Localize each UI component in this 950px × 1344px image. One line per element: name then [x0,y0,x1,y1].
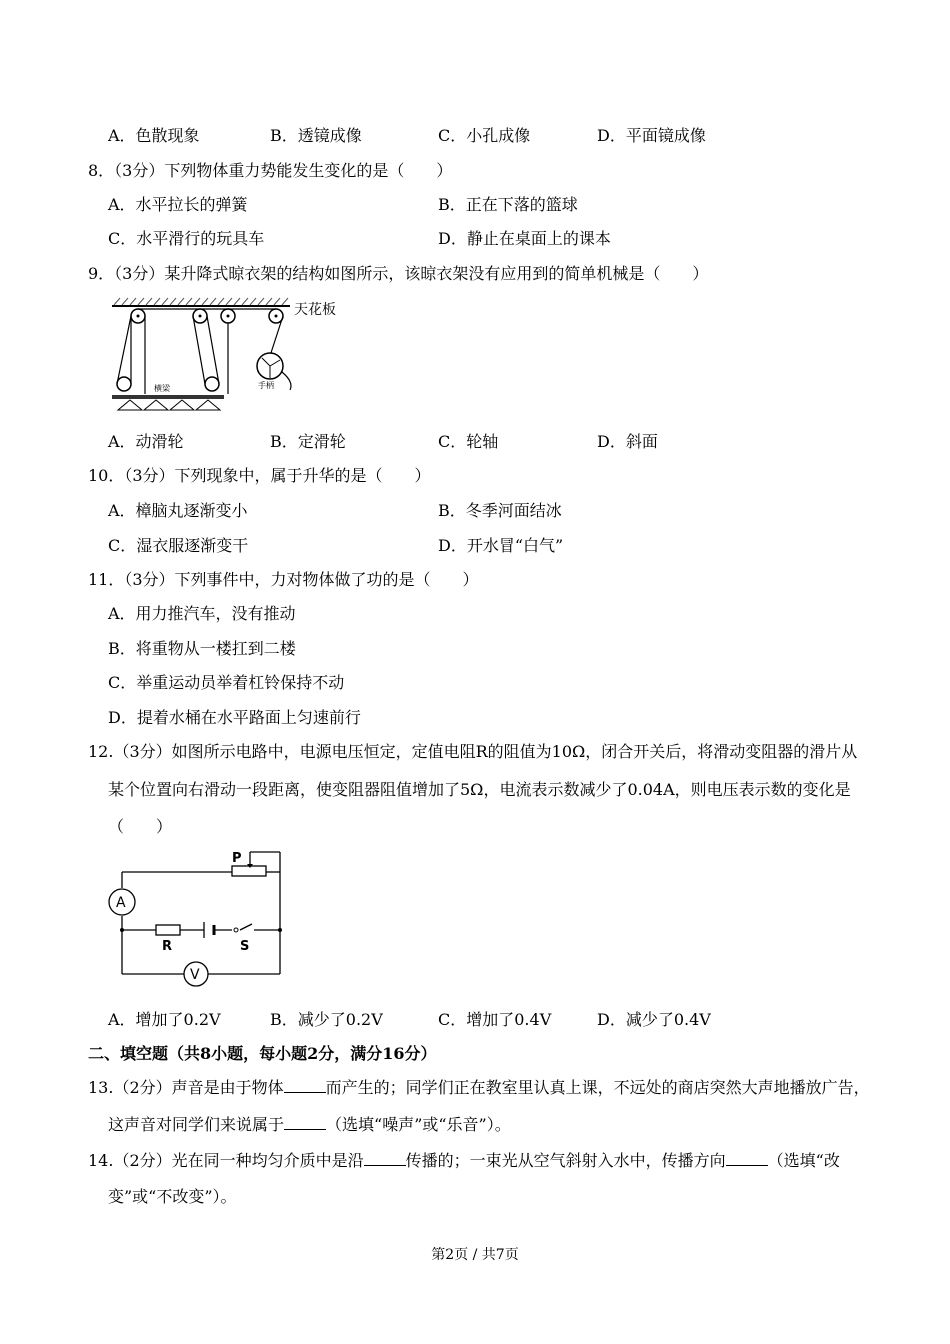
q12-option-a: A．增加了0.2V [108,1010,221,1029]
q14-line2: 变”或“不改变”）。 [108,1187,237,1206]
answer-blank[interactable] [364,1151,406,1166]
q13-line1 [88,1078,870,1098]
q9-stem: 9．（3分）某升降式晾衣架的结构如图所示，该晾衣架没有应用到的简单机械是（ ） [88,264,709,283]
q14-line1a: 14.（2分）光在同一种均匀介质中是沿 [88,1151,364,1170]
clothes-rack-figure [108,294,348,420]
slider-label: P [232,851,242,866]
answer-blank[interactable] [726,1151,768,1166]
q11-option-d: D．提着水桶在水平路面上匀速前行 [108,708,361,727]
q12-stem-line1: 12.（3分）如图所示电路中，电源电压恒定，定值电阻R的阻值为10Ω，闭合开关后，将滑动变阻器的滑片从 [88,742,858,761]
q7-option-b: B．透镜成像 [270,126,362,145]
q12-option-b: B．减少了0.2V [270,1010,383,1029]
q13-line2a: 这声音对同学们来说属于 [108,1115,285,1134]
q7-option-c: C．小孔成像 [438,126,531,145]
q12-option-c: C．增加了0.4V [438,1010,552,1029]
answer-blank[interactable] [284,1115,326,1130]
switch-contact [234,928,238,932]
q10-option-a: A．樟脑丸逐渐变小 [108,501,248,520]
ceiling-hatch [114,298,288,305]
hangers [118,400,220,410]
answer-blank[interactable] [284,1078,326,1093]
q10-option-b: B．冬季河面结冰 [438,501,562,520]
q12-option-d: D．减少了0.4V [597,1010,711,1029]
q9-option-d: D．斜面 [597,432,658,451]
q14-line1c: （选填“改 [767,1151,840,1170]
page-footer: 第2页 / 共7页 [431,1247,519,1263]
beam [112,395,224,399]
q11-option-b: B．将重物从一楼扛到二楼 [108,639,296,658]
q11-stem: 11．（3分）下列事件中，力对物体做了功的是（ ） [88,570,479,589]
q9-option-c: C．轮轴 [438,432,499,451]
handle-label: 手柄 [258,381,274,390]
q14-line1 [88,1151,840,1171]
q13-line2b: （选填“噪声”或“乐音”）。 [326,1115,511,1134]
q11-option-c: C．举重运动员举着杠铃保持不动 [108,673,345,692]
q8-stem: 8．（3分）下列物体重力势能发生变化的是（ ） [88,161,453,180]
q13-line1a: 13.（2分）声音是由于物体 [88,1078,284,1097]
q8-option-a: A．水平拉长的弹簧 [108,195,248,214]
beam-label: 横梁 [154,384,170,393]
q13-line1b: 而产生的；同学们正在教室里认真上课，不远处的商店突然大声地播放广告， [325,1078,870,1097]
q8-option-c: C．水平滑行的玩具车 [108,229,265,248]
switch-label: S [240,939,250,954]
q12-stem-line2: 某个位置向右滑动一段距离，使变阻器阻值增加了5Ω，电流表示数减少了0.04A，则电压表示数的变化是 [108,780,851,799]
q12-stem-line3: （ ） [108,817,173,836]
q14-line1b: 传播的；一束光从空气斜射入水中，传播方向 [405,1151,726,1170]
q8-option-d: D．静止在桌面上的课本 [438,229,611,248]
q7-option-a: A．色散现象 [108,126,200,145]
q10-option-d: D．开水冒“白气” [438,536,564,555]
resistor [156,925,180,935]
voltmeter-label: V [190,967,200,983]
circuit-figure [104,846,294,992]
q10-stem: 10．（3分）下列现象中，属于升华的是（ ） [88,466,431,485]
resistor-label: R [162,939,173,954]
q7-option-d: D．平面镜成像 [597,126,706,145]
ammeter-label: A [116,895,126,911]
section2-title: 二、填空题（共8小题，每小题2分，满分16分） [88,1044,437,1063]
q13-line2 [108,1115,511,1135]
q9-option-b: B．定滑轮 [270,432,346,451]
q8-option-b: B．正在下落的篮球 [438,195,578,214]
q11-option-a: A．用力推汽车，没有推动 [108,604,296,623]
rheostat [232,866,266,876]
q9-option-a: A．动滑轮 [108,432,184,451]
q10-option-c: C．湿衣服逐渐变干 [108,536,249,555]
ceiling-label: 天花板 [294,302,336,318]
